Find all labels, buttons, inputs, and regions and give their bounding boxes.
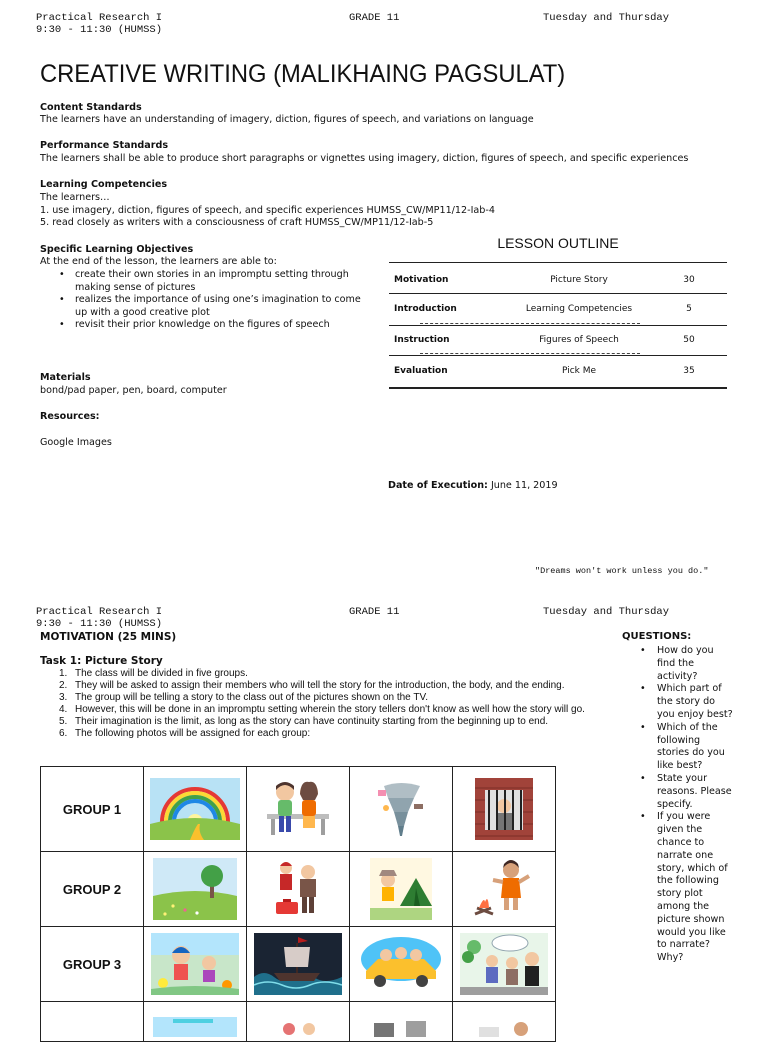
step-number: 3. bbox=[59, 692, 68, 703]
people-in-crowd-picture bbox=[460, 933, 548, 995]
task-step bbox=[40, 704, 610, 716]
objectives-list bbox=[40, 269, 370, 332]
header-grade: GRADE 11 bbox=[349, 12, 400, 24]
question-item: • How do you find the activity? bbox=[622, 645, 734, 683]
outline-dash bbox=[420, 353, 640, 354]
group-row bbox=[41, 767, 556, 852]
outline-phase: Evaluation bbox=[394, 366, 448, 376]
outline-row bbox=[389, 325, 727, 355]
question-item: • Which part of the story do you enjoy best? bbox=[622, 683, 734, 721]
man-with-suitcase-picture bbox=[268, 858, 328, 920]
picture-cell bbox=[453, 852, 556, 927]
outline-row bbox=[389, 294, 727, 324]
header-schedule: 9:30 - 11:30 (HUMSS) bbox=[36, 618, 163, 630]
header-subject: Practical Research I bbox=[36, 12, 163, 24]
prisoner-picture bbox=[475, 778, 533, 840]
picture-cell bbox=[144, 927, 247, 1002]
step-number: 1. bbox=[59, 668, 68, 679]
picture-cell bbox=[247, 927, 350, 1002]
group-label: GROUP 3 bbox=[41, 927, 144, 1002]
outline-row bbox=[389, 356, 727, 386]
task-heading: Task 1: Picture Story bbox=[40, 655, 163, 667]
outline-phase: Instruction bbox=[394, 335, 450, 345]
learning-competencies-heading: Learning Competencies bbox=[40, 179, 168, 190]
family-in-car-picture bbox=[358, 933, 444, 995]
page-title: CREATIVE WRITING (MALIKHAING PAGSULAT) bbox=[40, 60, 566, 88]
group-row bbox=[41, 927, 556, 1002]
caveman-by-fire-picture bbox=[471, 858, 537, 920]
picture-cell bbox=[247, 767, 350, 852]
meadow-picture bbox=[153, 858, 237, 920]
outline-activity: Figures of Speech bbox=[539, 335, 619, 345]
group-label-cell bbox=[41, 1002, 144, 1042]
picture-cell bbox=[350, 927, 453, 1002]
outline-activity: Pick Me bbox=[561, 366, 597, 376]
header-subject: Practical Research I bbox=[36, 606, 163, 618]
camper-picture bbox=[370, 858, 432, 920]
header-schedule: 9:30 - 11:30 (HUMSS) bbox=[36, 24, 163, 36]
task-step bbox=[40, 728, 610, 740]
execution-date bbox=[388, 480, 558, 493]
outline-bottom-rule bbox=[389, 387, 727, 389]
performance-standards-heading: Performance Standards bbox=[40, 140, 169, 151]
picture-cell bbox=[350, 852, 453, 927]
execution-label: Date of Execution: bbox=[388, 480, 488, 491]
picture-cell bbox=[144, 767, 247, 852]
execution-value: June 11, 2019 bbox=[490, 480, 558, 491]
step-number: 4. bbox=[59, 704, 68, 715]
content-standards-heading: Content Standards bbox=[40, 102, 142, 113]
motivation-heading: MOTIVATION (25 MINS) bbox=[40, 631, 177, 643]
step-text: Their imagination is the limit, as long as the story can have continuity starting from the beginning up to end. bbox=[75, 716, 549, 727]
partial-picture bbox=[153, 1007, 237, 1037]
outline-row bbox=[389, 265, 727, 295]
question-item: • State your reasons. Please specify. bbox=[622, 773, 734, 811]
children-playing-picture bbox=[151, 933, 239, 995]
task-step bbox=[40, 668, 610, 680]
step-text: The class will be divided in five groups. bbox=[75, 668, 248, 679]
group-row bbox=[41, 1002, 556, 1042]
picture-cell bbox=[453, 767, 556, 852]
picture-cell bbox=[144, 1002, 247, 1042]
partial-picture bbox=[366, 1007, 436, 1037]
picture-cell bbox=[453, 927, 556, 1002]
outline-activity: Learning Competencies bbox=[525, 304, 633, 314]
objectives-heading: Specific Learning Objectives bbox=[40, 244, 194, 255]
partial-picture bbox=[263, 1007, 333, 1037]
objective-item: • realizes the importance of using one’s imagination to come up with a good creative plot bbox=[40, 294, 370, 319]
header-grade: GRADE 11 bbox=[349, 606, 400, 618]
picture-cell bbox=[350, 767, 453, 852]
step-number: 5. bbox=[59, 716, 68, 727]
resources-heading: Resources: bbox=[40, 411, 100, 422]
questions-list bbox=[622, 645, 734, 965]
couple-on-bench-picture bbox=[263, 778, 333, 840]
step-text: The following photos will be assigned for each group: bbox=[75, 728, 311, 739]
header-days: Tuesday and Thursday bbox=[543, 606, 670, 618]
picture-cell bbox=[350, 1002, 453, 1042]
step-number: 2. bbox=[59, 680, 68, 691]
step-text: However, this will be done in an impromptu setting wherein the story tellers don't know as well how the story will go. bbox=[75, 704, 585, 715]
pirate-ship-picture bbox=[254, 933, 342, 995]
competency-item: 1. use imagery, diction, figures of speech, and specific experiences HUMSS_CW/MP11/12-Iab-4 bbox=[40, 205, 495, 216]
resources-text: Google Images bbox=[40, 437, 112, 448]
question-item: • If you were given the chance to narrate one story, which of the following story plot among the picture shown would you like to narrate? Why? bbox=[622, 811, 734, 965]
picture-cell bbox=[247, 1002, 350, 1042]
outline-phase: Motivation bbox=[394, 275, 449, 285]
outline-minutes: 50 bbox=[683, 335, 695, 345]
task-step bbox=[40, 716, 610, 728]
outline-minutes: 30 bbox=[683, 275, 695, 285]
step-text: The group will be telling a story to the class out of the pictures shown on the TV. bbox=[75, 692, 428, 703]
competency-item: 5. read closely as writers with a consciousness of craft HUMSS_CW/MP11/12-Iab-5 bbox=[40, 217, 434, 228]
learning-competencies-intro: The learners… bbox=[40, 192, 110, 203]
outline-minutes: 5 bbox=[686, 304, 692, 314]
content-standards-text: The learners have an understanding of imagery, diction, figures of speech, and variations on language bbox=[40, 114, 534, 125]
group-row bbox=[41, 852, 556, 927]
questions-heading: QUESTIONS: bbox=[622, 631, 692, 642]
task-steps bbox=[40, 668, 610, 740]
performance-standards-text: The learners shall be able to produce short paragraphs or vignettes using imagery, diction, figures of speech, and specific experiences bbox=[40, 153, 689, 164]
tornado-picture bbox=[370, 778, 432, 840]
materials-text: bond/pad paper, pen, board, computer bbox=[40, 385, 227, 396]
outline-top-rule bbox=[389, 262, 727, 263]
quote: "Dreams won't work unless you do." bbox=[535, 566, 709, 576]
step-number: 6. bbox=[59, 728, 68, 739]
step-text: They will be asked to assign their members who will tell the story for the introduction, the body, and the ending. bbox=[75, 680, 565, 691]
picture-cell bbox=[247, 852, 350, 927]
header-days: Tuesday and Thursday bbox=[543, 12, 670, 24]
task-step bbox=[40, 680, 610, 692]
picture-cell bbox=[453, 1002, 556, 1042]
materials-heading: Materials bbox=[40, 372, 91, 383]
objectives-intro: At the end of the lesson, the learners are able to: bbox=[40, 256, 277, 267]
partial-picture bbox=[469, 1007, 539, 1037]
group-label: GROUP 2 bbox=[41, 852, 144, 927]
outline-phase: Introduction bbox=[394, 304, 457, 314]
objective-item: • revisit their prior knowledge on the figures of speech bbox=[40, 319, 370, 332]
task-step bbox=[40, 692, 610, 704]
rainbow-landscape-picture bbox=[150, 778, 240, 840]
outline-minutes: 35 bbox=[683, 366, 695, 376]
group-picture-table bbox=[40, 766, 556, 1042]
lesson-outline-title: LESSON OUTLINE bbox=[497, 235, 619, 251]
outline-activity: Picture Story bbox=[550, 275, 608, 285]
group-label: GROUP 1 bbox=[41, 767, 144, 852]
outline-dash bbox=[420, 323, 640, 324]
objective-item: • create their own stories in an impromptu setting through making sense of pictures bbox=[40, 269, 370, 294]
picture-cell bbox=[144, 852, 247, 927]
question-item: • Which of the following stories do you like best? bbox=[622, 722, 734, 773]
